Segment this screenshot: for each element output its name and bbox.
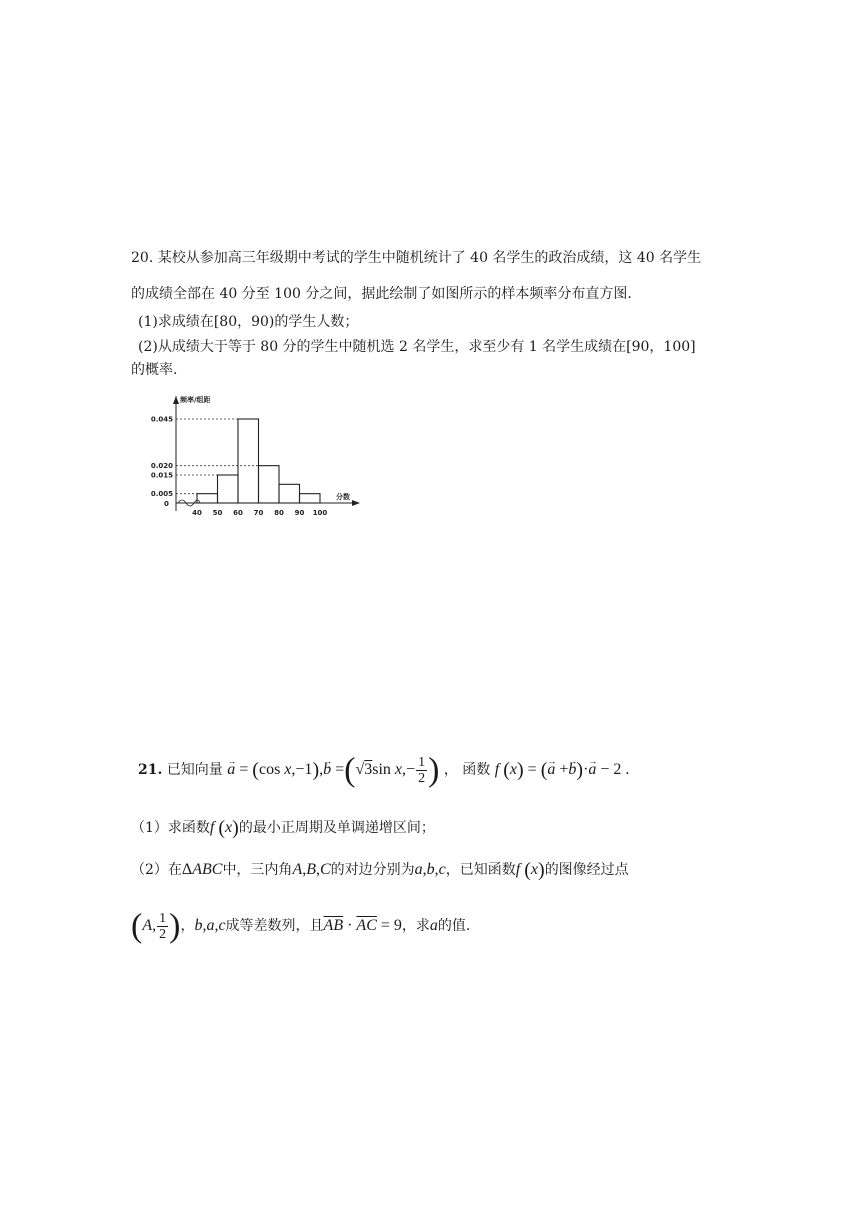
- function-f-definition: f (x) = (→ a +→ b)·→ a − 2 .: [495, 761, 630, 778]
- vector-a-definition: → a = (cos x,−1),→ b =(√3sin x,− $\frac{1}{2}$ ): [227, 761, 439, 778]
- q21-part2-e: 的图像经过点: [544, 862, 629, 878]
- y-tick-label-0: 0.005: [150, 490, 173, 499]
- q21-part1-b: 的最小正周期及单调递增区间；: [238, 820, 435, 836]
- q21-intro: 已知向量: [166, 762, 223, 778]
- q20-part2: (2)从成绩大于等于 80 分的学生中随机选 2 名学生，求至少有 1 名学生成绩在[90，100]: [138, 339, 696, 355]
- frequency-histogram: [140, 384, 370, 524]
- origin-label: 0: [164, 500, 169, 508]
- bar-50-60: [218, 475, 239, 503]
- dot-product-condition: $\overline{AB} \cdot \overline{AC} = 9$: [323, 917, 402, 934]
- bar-60-70: [238, 419, 259, 503]
- y-tick-label-3: 0.045: [150, 415, 173, 424]
- y-axis-arrow: [173, 396, 179, 404]
- q21-number: 21.: [138, 762, 163, 778]
- q21-line1: [138, 750, 629, 790]
- f-of-x-2: f (x): [515, 859, 545, 881]
- q21-comma1: ，: [443, 762, 458, 778]
- q21-line4-d: 的值.: [437, 918, 471, 934]
- x-tick-label-50: 50: [212, 509, 223, 517]
- y-tick-label-1: 0.015: [150, 471, 173, 480]
- q21-part2-d: ，已知函数: [445, 862, 516, 878]
- sides-bac: b,a,c: [194, 917, 226, 934]
- q21-part2-b: 中，三内角: [222, 862, 293, 878]
- bar-70-80: [259, 466, 280, 503]
- x-tick-label-70: 70: [253, 509, 264, 517]
- histogram-bars: [197, 419, 320, 503]
- f-of-x: f (x): [209, 817, 239, 839]
- bar-40-50: [197, 494, 218, 503]
- point-a-half: (A, $\frac{1}{2}$ ): [131, 907, 181, 945]
- angles-abc: A,B,C: [292, 861, 331, 878]
- x-tick-label-80: 80: [274, 509, 284, 517]
- x-axis-arrow: [352, 500, 360, 506]
- variable-a: a: [429, 917, 438, 934]
- q21-part2-c: 的对边分别为: [330, 862, 415, 878]
- q21-part1: [131, 813, 435, 843]
- q20-part1: (1)求成绩在[80，90)的学生人数；: [138, 314, 359, 330]
- q21-line4: [131, 903, 470, 949]
- q20-part2b: 的概率.: [131, 362, 178, 378]
- q21-line4-a: ，: [180, 918, 195, 934]
- q21-part2: [131, 855, 629, 885]
- y-tick-label-2: 0.020: [150, 462, 173, 471]
- q21-func-text: 函数: [462, 762, 491, 778]
- bar-80-90: [279, 484, 300, 503]
- x-tick-label-90: 90: [294, 509, 305, 517]
- triangle-abc: ΔABC: [181, 861, 223, 878]
- sides-abc: a,b,c: [414, 861, 446, 878]
- q21-line4-b: 成等差数列，且: [225, 918, 324, 934]
- bar-90-100: [300, 494, 321, 503]
- q21-part2-a: （2）在: [131, 862, 182, 878]
- q20-line2: 的成绩全部在 40 分至 100 分之间，据此绘制了如图所示的样本频率分布直方图.: [131, 286, 632, 302]
- q21-part1-a: （1）求函数: [131, 820, 210, 836]
- x-axis-label: 分数: [336, 493, 350, 501]
- y-axis-label: 频率/组距: [180, 396, 211, 404]
- x-tick-label-60: 60: [233, 509, 243, 517]
- q20-line1: 20. 某校从参加高三年级期中考试的学生中随机统计了 40 名学生的政治成绩，这 40 名学生: [131, 250, 702, 266]
- x-tick-label-100: 100: [312, 509, 328, 517]
- x-tick-label-40: 40: [192, 509, 202, 517]
- q21-line4-c: ，求: [401, 918, 430, 934]
